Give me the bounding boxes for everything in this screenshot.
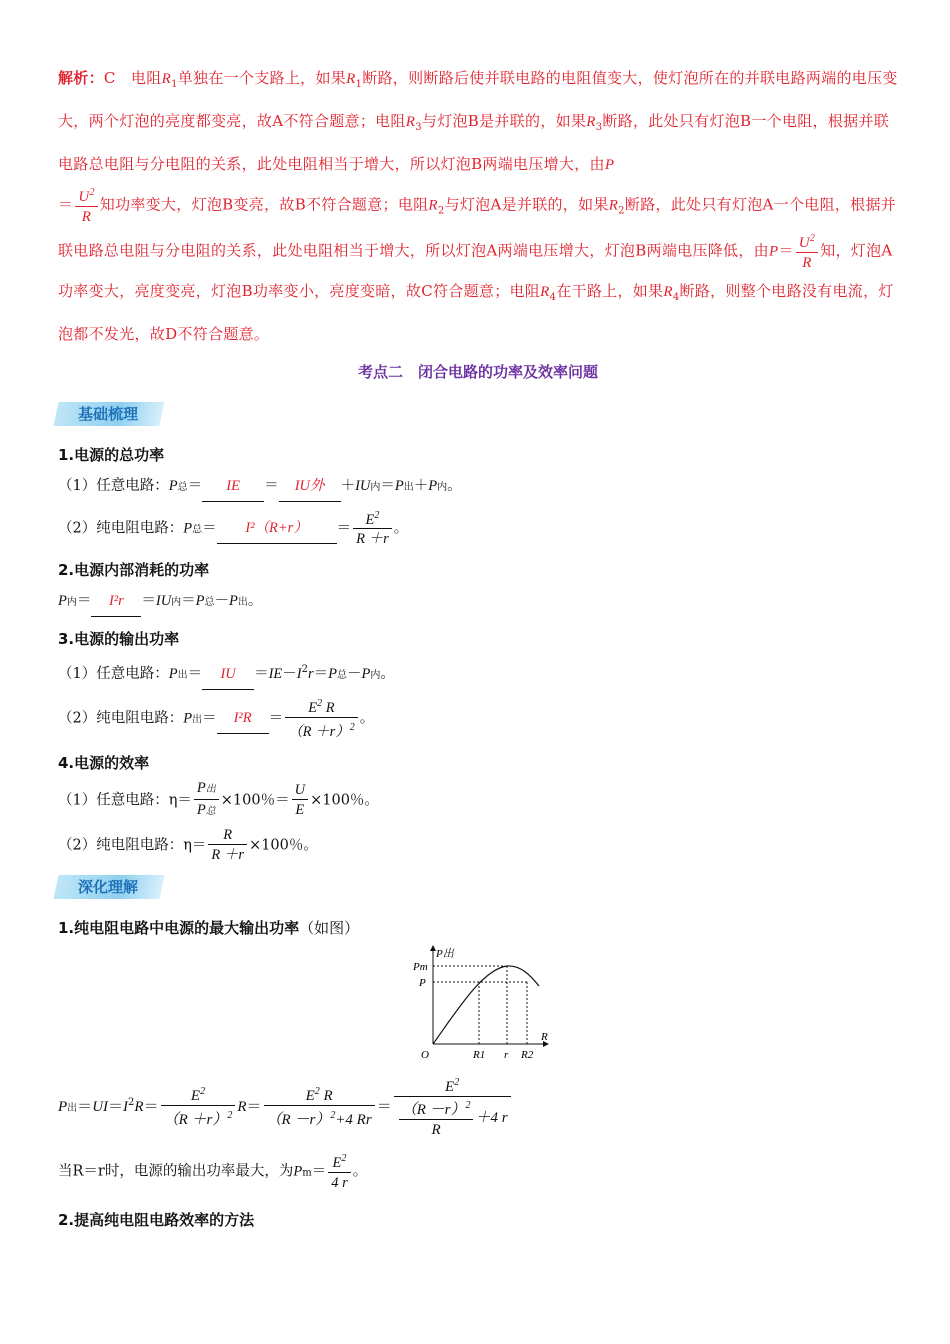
blank-2: IU外 (279, 471, 341, 502)
blank-6: I²R (217, 703, 269, 734)
heading-efficiency: 4.电源的效率 (58, 753, 150, 772)
output-power-any: （1）任意电路：P出＝ IU $=IE-I^2r=P$总－P内。 (58, 655, 898, 691)
efficiency-pure: （2）纯电阻电路：η＝ $\frac{R}{R +r}$ ×100％。 (58, 826, 318, 863)
section-title: 考点二 闭合电路的功率及效率问题 (357, 362, 598, 381)
heading-total-power: 1.电源的总功率 (58, 445, 165, 464)
efficiency-any: （1）任意电路：η＝ $\frac{\text{P出}}{\text{P总}}$ ×100％＝ $\frac{U}{E}$ ×100％。 (58, 779, 379, 818)
fraction-u2-r-2: $\frac{U^2}{R}$ (796, 230, 818, 273)
banner-deep: 深化理解 (53, 875, 164, 899)
tick-r2: R2 (521, 1048, 534, 1061)
tick-r1: R1 (473, 1048, 486, 1061)
heading-internal-power: 2.电源内部消耗的功率 (58, 561, 210, 580)
tick-r: r (504, 1048, 509, 1061)
x-label: R (541, 1030, 548, 1043)
heading-improve-efficiency: 2.提高纯电阻电路效率的方法 (58, 1210, 255, 1229)
internal-power: P内＝ I²r ＝IU内＝P总－P出。 (58, 586, 898, 618)
page (58, 60, 898, 1236)
fraction-u2-r: $\frac{U^2}{R}$ (75, 184, 97, 227)
heading-output-power: 3.电源的输出功率 (58, 630, 180, 649)
p-label: P (419, 976, 426, 989)
fraction-e2-rr: $\frac{E^2}{R +r}$ (353, 507, 392, 550)
analysis-answer: C (103, 69, 116, 87)
power-curve-chart (403, 944, 553, 1064)
blank-1: IE (202, 471, 264, 502)
max-power-derivation: P出$=UI=I^2R=$ $\frac{E^2}{(R +r)^2}$ R＝ $\frac{E^2 R}{(R -r)^2+4 Rr}$ ＝ $E^2$ $\frac{(R -r)^2}{R}$ ＋4 r (58, 1074, 898, 1140)
power-curve (433, 966, 539, 1044)
analysis-label: 解析： (58, 69, 104, 87)
banner-basics: 基础梳理 (53, 402, 164, 426)
blank-5: IU (202, 659, 254, 690)
max-power-conclusion: 当R＝r时，电源的输出功率最大，为Pm＝ $\frac{E^2}{4 r}$ 。 (58, 1150, 898, 1193)
blank-4: I²r (91, 586, 141, 617)
fraction-e2r-rr2: $\frac{E^2 R}{(R +r)^2}$ (285, 695, 358, 742)
total-power-pure: （2）纯电阻电路：P总＝ I²（R+r） ＝ $\frac{E^2}{R +r}$ 。 (58, 507, 898, 550)
total-power-any: （1）任意电路：P总＝ IE ＝ IU外 ＋IU内＝P出＋P内。 (58, 471, 898, 503)
analysis-paragraph: 解析：C 电阻$R_1$单独在一个支路上，如果$R_1$断路，则断路后使并联电路的电阻值变大，使灯泡所在的并联电路两端的电压变大，两个灯泡的亮度都变亮，故A不符合题意；电阻$R_3$与灯泡B是并联的，如果$R_3$断路，此处只有灯泡B一个电阻，根据并联电路总电阻与分电阻的关系，此处电阻相当于增大，所以灯泡B两端电压增大，由P ＝ $\frac{U^2}{R}$ 知功率变大，灯泡B变亮，故B不符合题意；电阻$R_2$与灯泡A是并联的，如果$R_2$断路，此处只有灯泡A一个电阻，根据并联电路总电阻与分电阻的关系，此处电阻相当于增大，所以灯泡A两端电压增大，灯泡B两端电压降低，由P＝ $\frac{U^2}{R}$ 知，灯泡A功率变大，亮度变亮，灯泡B功率变小，亮度变暗，故C符合题意；电阻$R_4$在干路上，如果$R_4$断路，则整个电路没有电流，灯泡都不发光，故D不符合题意。 (58, 69, 898, 343)
heading-max-output: 1.纯电阻电路中电源的最大输出功率（如图） (58, 918, 360, 937)
output-power-pure: （2）纯电阻电路：P出＝ I²R ＝ $\frac{E^2 R}{(R +r)^2}$ 。 (58, 695, 898, 742)
origin-label: O (421, 1048, 429, 1061)
blank-3: I²（R+r） (217, 513, 337, 544)
pm-label: Pm (413, 960, 428, 973)
y-label: P出 (436, 947, 454, 960)
